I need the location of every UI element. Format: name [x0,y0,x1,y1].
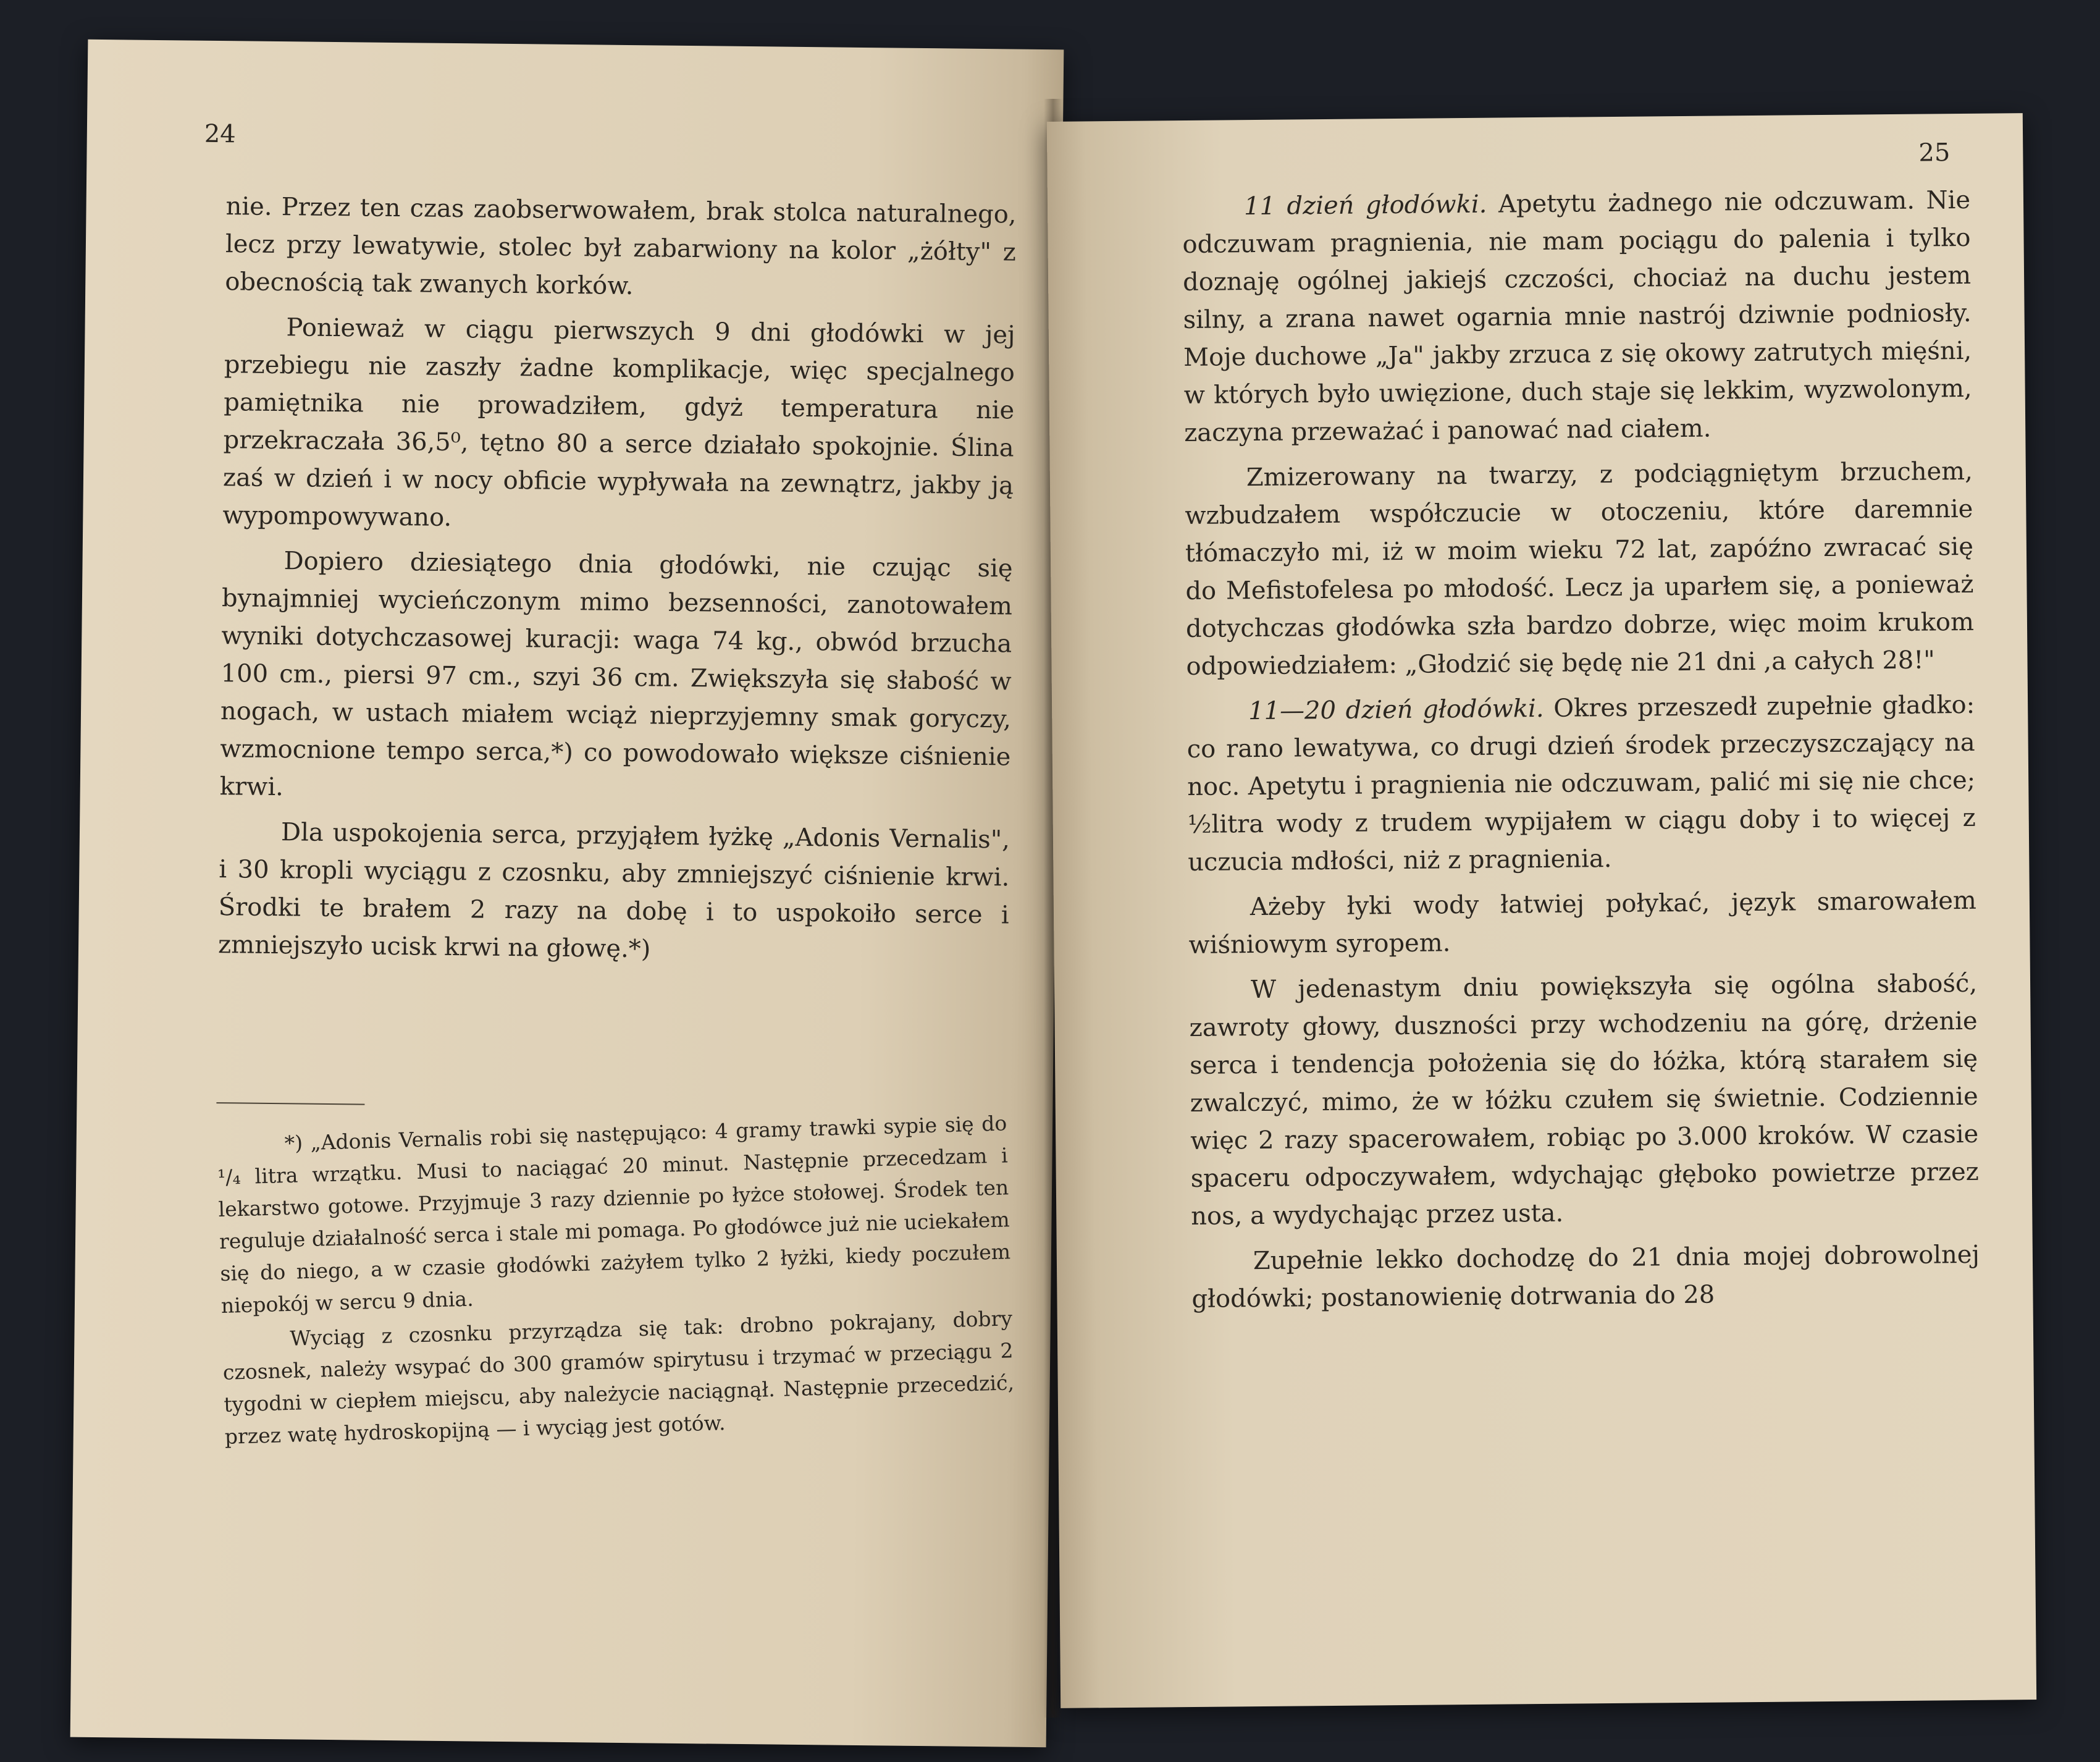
body-text [1182,182,1980,1318]
paragraph: Dopiero dziesiątego dnia głodówki, nie czując się bynajmniej wycieńczonym mimo bezsenności, zanotowałem wyniki dotychczasowej kuracji: waga 74 kg., obwód brzucha 100 cm., piersi 97 cm., szyi 36 cm. Zwiększyła się słabość w nogach, w ustach miałem wciąż nieprzyjemny smak goryczy, wzmocnione tempo serca,*) co powodowało większe ciśnienie krwi. [219,547,1013,802]
paragraph: Dla uspokojenia serca, przyjąłem łyżkę „Adonis Vernalis", i 30 kropli wyciągu z czosnku, aby zmniejszyć ciśnienie krwi. Środki te brałem 2 razy na dobę i to uspokoiło serce i zmniejszyło ucisk krwi na głowę.*) [217,818,1010,964]
paragraph: 11—20 dzień głodówki. Okres przeszedł zupełnie gładko: co rano lewatywa, co drugi dzień środek przeczyszczający na noc. Apetytu i pragnienia nie odczuwam, palić mi się nie chce; ½litra wody z trudem wypijałem w ciągu doby i to więcej z uczucia mdłości, niż z pragnienia. [1186,690,1976,877]
footnote: *) „Adonis Vernalis robi się następująco: 4 gramy trawki sypie się do ¹/₄ litra wrzątku. Musi to naciągać 20 minut. Następnie przecedzam i lekarstwo gotowe. Przyjmuje 3 razy dziennie po łyżce stołowej. Środek ten reguluje działalność serca i stale mi pomaga. Po głodówce już nie uciekałem się do niego, a w czasie głodówki zażyłem tylko 2 łyżki, kiedy poczułem niepokój w sercu 9 dnia. [217,1111,1011,1318]
footnote-divider [216,1102,364,1105]
body-text [218,188,1017,972]
paragraph: Ponieważ w ciągu pierwszych 9 dni głodówki w jej przebiegu nie zaszły żadne komplikacje, więc specjalnego pamiętnika nie prowadziłem, gdyż temperatura nie przekraczała 36,5⁰, tętno 80 a serce działało spokojnie. Ślina zaś w dzień i w nocy obficie wypływała na zewnątrz, jakby ją wypompowywano. [222,313,1015,533]
left-page [70,40,1064,1747]
footnotes [216,1107,1015,1453]
paragraph: Ażeby łyki wody łatwiej połykać, język smarowałem wiśniowym syropem. [1188,886,1977,959]
section-heading: 11 dzień głodówki. [1243,190,1487,221]
footnote: Wyciąg z czosnku przyrządza się tak: drobno pokrajany, dobry czosnek, należy wsypać do 300 gramów spirytusu i trzymać w przeciągu 2 tygodni w ciepłem miejscu, aby należycie naciągnął. Następnie przecedzić, przez watę hydroskopijną — i wyciąg jest gotów. [222,1306,1015,1449]
paragraph: Zupełnie lekko dochodzę do 21 dnia mojej dobrowolnej głodówki; postanowienię dotrwania do 28 [1191,1240,1980,1313]
right-page [1047,113,2036,1708]
section-heading: 11—20 dzień głodówki. [1248,694,1544,726]
paragraph: W jedenastym dniu powiększyła się ogólna słabość, zawroty głowy, duszności przy wchodzeniu na górę, drżenie serca i tendencja położenia się do łóżka, którą starałem się zwalczyć, mimo, że w łóżku czułem się świetnie. Codziennie więc 2 razy spacerowałem, robiąc po 3.000 kroków. W czasie spaceru odpoczywałem, wdychając głęboko powietrze przez nos, a wydychając przez usta. [1189,969,1979,1231]
paragraph: Zmizerowany na twarzy, z podciągniętym brzuchem, wzbudzałem współczucie w otoczeniu, które daremnie tłómaczyło mi, iż w moim wieku 72 lat, zapóźno zwracać się do Mefistofelesa po młodość. Lecz ja uparłem się, a ponieważ dotychczas głodówka szła bardzo dobrze, więc moim krukom odpowiedziałem: „Głodzić się będę nie 21 dni ,a całych 28!" [1185,457,1975,681]
page-number: 25 [1918,138,1951,167]
paragraph: nie. Przez ten czas zaobserwowałem, brak stolca naturalnego, lecz przy lewatywie, stolec był zabarwiony na kolor „żółty" z obecnością tak zwanych korków. [225,192,1017,301]
paragraph: 11 dzień głodówki. Apetytu żadnego nie odczuwam. Nie odczuwam pragnienia, nie mam pociągu do palenia i tylko doznaję ogólnej jakiejś czczości, chociaż na duchu jestem silny, a zrana nawet ogarnia mnie nastrój dziwnie podniosły. Moje duchowe „Ja" jakby zrzuca z się okowy zatrutych mięśni, w których było uwięzione, duch staje się lekkim, wyzwolonym, zaczyna przeważać i panować nad ciałem. [1182,185,1972,448]
page-number: 24 [204,119,236,149]
